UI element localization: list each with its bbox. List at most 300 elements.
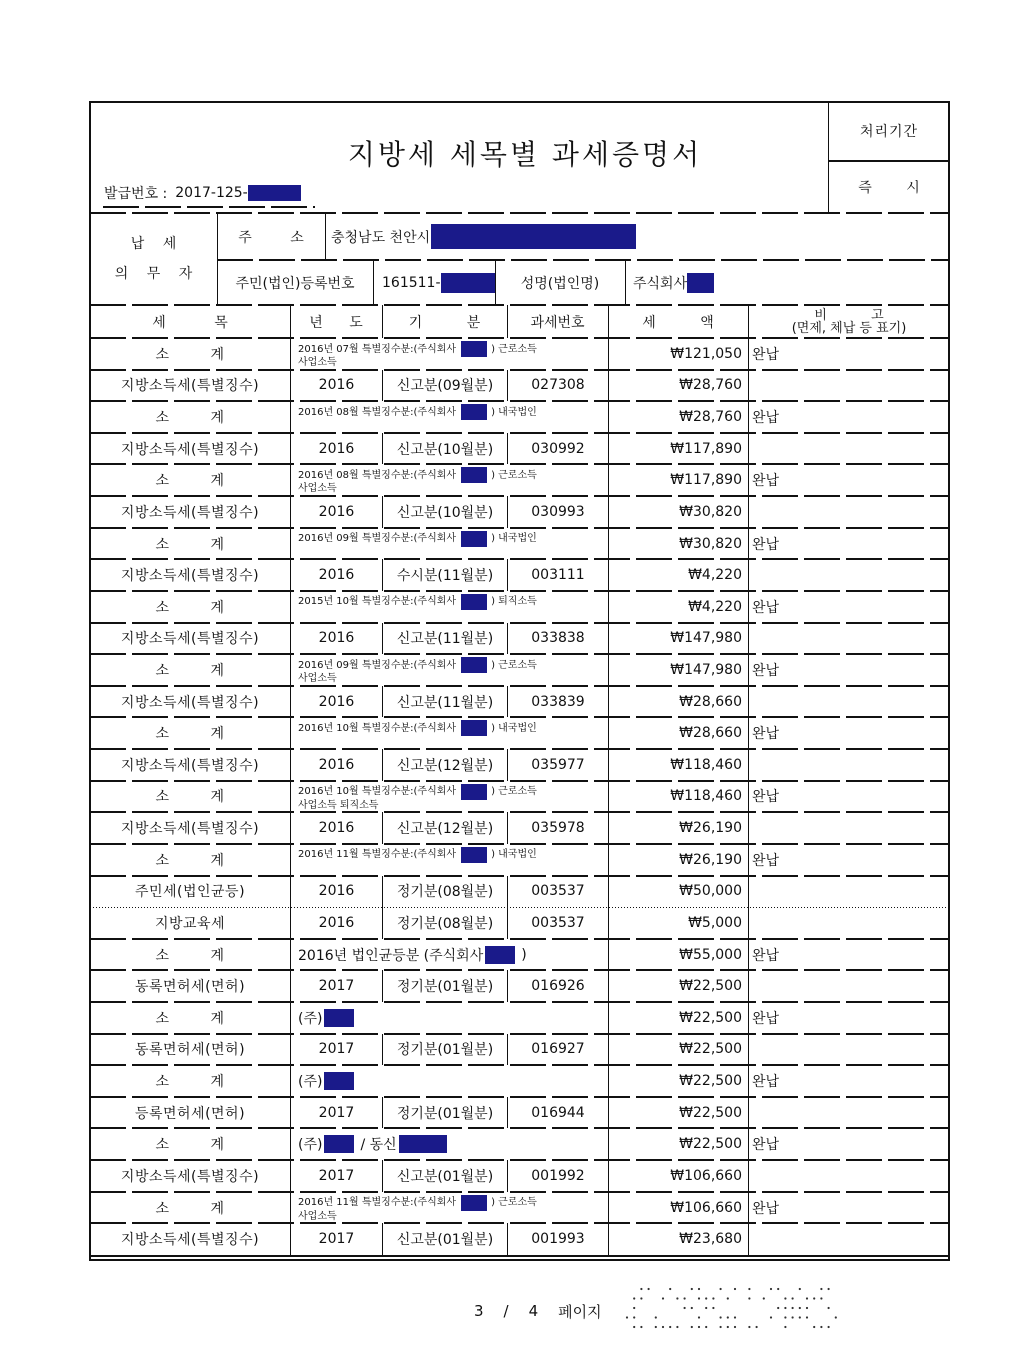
tax-number-cell: 016926 xyxy=(507,970,608,1002)
tax-item-cell: 지방소득세(특별징수) xyxy=(120,821,260,838)
subtotal-description xyxy=(290,464,608,496)
security-dot xyxy=(684,1297,686,1299)
tax-item-cell: 지방소득세(특별징수) xyxy=(120,568,260,585)
subtotal-description xyxy=(290,591,608,623)
description-text: (주) xyxy=(298,1137,323,1154)
subtotal-description xyxy=(290,781,608,813)
page-current: 3 xyxy=(474,1302,484,1320)
subtotal-row xyxy=(90,401,950,433)
column-header-remark xyxy=(748,305,950,338)
year-cell: 2016 xyxy=(290,749,382,781)
subtotal-label: 소 계 xyxy=(155,536,225,553)
security-dot xyxy=(655,1316,657,1318)
remark-cell xyxy=(748,496,950,528)
security-dot xyxy=(806,1316,808,1318)
tax-table-body xyxy=(90,338,950,1255)
description-text: (주) xyxy=(298,1010,323,1027)
description-line xyxy=(298,341,537,357)
tax-item-cell: 주민세(법인균등) xyxy=(134,884,246,901)
tax-row xyxy=(90,433,950,465)
security-dot xyxy=(828,1307,830,1309)
subtotal-row xyxy=(90,528,950,560)
tax-item-cell: 지방소득세(특별징수) xyxy=(120,694,260,711)
remark-cell: 완납 xyxy=(748,338,950,370)
security-dot xyxy=(792,1297,794,1299)
period-cell: 정기분(01월분) xyxy=(382,1034,507,1066)
period-cell: 신고분(10월분) xyxy=(382,496,507,528)
tax-number-cell: 030992 xyxy=(507,433,608,465)
tax-row xyxy=(90,876,950,908)
description-text: 2016년 09월 특별징수분:(주식회사 xyxy=(298,659,457,671)
security-dot xyxy=(828,1326,830,1328)
remark-cell xyxy=(748,686,950,718)
redaction-box xyxy=(461,467,487,483)
address-value xyxy=(327,213,947,260)
year-cell: 2016 xyxy=(290,433,382,465)
tax-item-cell: 지방소득세(특별징수) xyxy=(120,378,260,395)
period-cell: 신고분(01월분) xyxy=(382,1223,507,1255)
tax-item-cell: 지방소득세(특별징수) xyxy=(120,1168,260,1185)
security-dot xyxy=(662,1326,664,1328)
year-cell: 2016 xyxy=(290,370,382,402)
processing-period-label: 처리기간 xyxy=(859,124,919,140)
security-dot xyxy=(684,1307,686,1309)
subtotal-label: 소 계 xyxy=(155,947,225,964)
tax-number-cell: 003537 xyxy=(507,907,608,939)
security-dot xyxy=(777,1288,779,1290)
tax-number-cell: 035978 xyxy=(507,812,608,844)
tax-row xyxy=(90,623,950,655)
subtotal-row xyxy=(90,654,950,686)
security-dot xyxy=(734,1288,736,1290)
description-text: (주) xyxy=(298,1074,323,1091)
description-line: 사업소득 퇴직소득 xyxy=(298,799,379,811)
security-dot xyxy=(835,1316,837,1318)
remark-cell: 완납 xyxy=(748,844,950,876)
tax-number-cell: 027308 xyxy=(507,370,608,402)
year-cell: 2016 xyxy=(290,876,382,908)
amount-cell: ₩106,660 xyxy=(608,1160,748,1192)
security-dot xyxy=(828,1288,830,1290)
divider xyxy=(625,260,626,305)
column-header-period: 기 분 xyxy=(408,314,481,331)
year-cell: 2017 xyxy=(290,1160,382,1192)
amount-cell: ₩106,660 xyxy=(608,1192,748,1224)
security-dot xyxy=(705,1326,707,1328)
description-text: ) 근로소득 xyxy=(491,343,537,355)
amount-cell: ₩22,500 xyxy=(608,970,748,1002)
amount-cell: ₩22,500 xyxy=(608,1002,748,1034)
security-dot xyxy=(698,1326,700,1328)
security-dot-pattern xyxy=(624,1285,840,1331)
remark-cell: 완납 xyxy=(748,528,950,560)
description-text: ) 근로소득 xyxy=(491,1197,537,1209)
remark-cell xyxy=(748,623,950,655)
security-dot xyxy=(633,1316,635,1318)
tax-row xyxy=(90,907,950,939)
security-dot xyxy=(799,1307,801,1309)
tax-number-cell: 033838 xyxy=(507,623,608,655)
amount-cell: ₩5,000 xyxy=(608,907,748,939)
subtotal-description xyxy=(290,1002,608,1034)
tax-number-cell: 033839 xyxy=(507,686,608,718)
description-line xyxy=(298,594,537,610)
subtotal-description xyxy=(290,1192,608,1224)
tax-row xyxy=(90,1097,950,1129)
amount-cell: ₩30,820 xyxy=(608,496,748,528)
amount-cell: ₩4,220 xyxy=(608,559,748,591)
security-dot xyxy=(640,1326,642,1328)
subtotal-row xyxy=(90,1192,950,1224)
security-dot xyxy=(784,1297,786,1299)
description-line: 사업소득 xyxy=(298,673,337,685)
security-dot xyxy=(756,1326,758,1328)
tax-item-cell: 지방교육세 xyxy=(154,915,226,932)
subtotal-description xyxy=(290,844,608,876)
page-label: 페이지 xyxy=(558,1302,602,1321)
issue-number-underline xyxy=(103,206,315,208)
subtotal-label: 소 계 xyxy=(155,599,225,616)
tax-number-cell: 016944 xyxy=(507,1097,608,1129)
remark-cell: 완납 xyxy=(748,781,950,813)
year-cell: 2016 xyxy=(290,496,382,528)
subtotal-description xyxy=(290,401,608,433)
period-cell: 신고분(11월분) xyxy=(382,623,507,655)
security-dot xyxy=(770,1288,772,1290)
description-text: ) 퇴직소득 xyxy=(491,596,537,608)
remark-cell: 완납 xyxy=(748,939,950,971)
remark-cell: 완납 xyxy=(748,1129,950,1161)
subtotal-row xyxy=(90,591,950,623)
issue-number xyxy=(104,183,301,203)
description-text: 2016년 11월 특별징수분:(주식회사 xyxy=(298,1197,457,1209)
year-cell: 2017 xyxy=(290,970,382,1002)
security-dot xyxy=(691,1288,693,1290)
security-dot xyxy=(698,1297,700,1299)
subtotal-row xyxy=(90,1065,950,1097)
subtotal-description xyxy=(290,939,608,971)
security-dot xyxy=(727,1316,729,1318)
remark-cell xyxy=(748,370,950,402)
subtotal-label: 소 계 xyxy=(155,662,225,679)
description-line xyxy=(298,467,537,483)
remark-cell: 완납 xyxy=(748,1065,950,1097)
redaction-box xyxy=(431,224,636,249)
page-title: 지방세 세목별 과세증명서 xyxy=(347,138,703,171)
subtotal-description xyxy=(290,717,608,749)
security-dot xyxy=(806,1307,808,1309)
redaction-box xyxy=(461,594,487,610)
frame-bottom-double-line xyxy=(90,1255,950,1257)
description-text: ) 근로소득 xyxy=(491,469,537,481)
subtotal-label: 소 계 xyxy=(155,1200,225,1217)
taxpayer-section-label xyxy=(90,213,217,305)
period-cell: 신고분(01월분) xyxy=(382,1160,507,1192)
subtotal-row xyxy=(90,717,950,749)
divider xyxy=(373,260,374,305)
security-dot xyxy=(676,1326,678,1328)
redaction-box xyxy=(461,720,487,736)
security-dot xyxy=(720,1316,722,1318)
amount-cell: ₩22,500 xyxy=(608,1097,748,1129)
year-cell: 2017 xyxy=(290,1034,382,1066)
redaction-box xyxy=(461,531,487,547)
description-line xyxy=(298,657,537,673)
year-cell: 2017 xyxy=(290,1097,382,1129)
period-cell: 정기분(01월분) xyxy=(382,1097,507,1129)
remark-cell xyxy=(748,559,950,591)
security-dot xyxy=(799,1316,801,1318)
description-text: 2016년 08월 특별징수분:(주식회사 xyxy=(298,469,457,481)
subtotal-label: 소 계 xyxy=(155,410,225,427)
amount-cell: ₩118,460 xyxy=(608,781,748,813)
subtotal-description xyxy=(290,528,608,560)
subtotal-row xyxy=(90,844,950,876)
security-dot xyxy=(698,1316,700,1318)
registration-number-text: 161511- xyxy=(382,274,441,291)
security-dot xyxy=(727,1297,729,1299)
amount-cell: ₩55,000 xyxy=(608,939,748,971)
security-dot xyxy=(748,1288,750,1290)
tax-number-cell: 016927 xyxy=(507,1034,608,1066)
security-dot xyxy=(640,1288,642,1290)
amount-cell: ₩147,980 xyxy=(608,654,748,686)
period-cell: 수시분(11월분) xyxy=(382,559,507,591)
tax-row xyxy=(90,496,950,528)
description-line xyxy=(298,847,537,863)
subtotal-row xyxy=(90,338,950,370)
tax-row xyxy=(90,749,950,781)
company-name-value xyxy=(627,260,947,305)
subtotal-row xyxy=(90,781,950,813)
security-dot xyxy=(799,1288,801,1290)
description-text: 2016년 법인균등분 (주식회사 xyxy=(298,947,484,964)
year-cell: 2016 xyxy=(290,623,382,655)
taxpayer-label-line1: 납 세 xyxy=(130,236,177,252)
address-text: 충청남도 천안시 xyxy=(331,229,431,246)
subtotal-label: 소 계 xyxy=(155,1074,225,1091)
description-text: ) 근로소득 xyxy=(491,659,537,671)
amount-cell: ₩22,500 xyxy=(608,1034,748,1066)
subtotal-label: 소 계 xyxy=(155,852,225,869)
redaction-box xyxy=(461,1195,487,1211)
description-text: ) 내국법인 xyxy=(491,722,537,734)
tax-item-cell: 지방소득세(특별징수) xyxy=(120,441,260,458)
period-cell: 신고분(12월분) xyxy=(382,812,507,844)
amount-cell: ₩117,890 xyxy=(608,464,748,496)
amount-cell: ₩23,680 xyxy=(608,1223,748,1255)
security-dot xyxy=(734,1316,736,1318)
subtotal-label: 소 계 xyxy=(155,1010,225,1027)
amount-cell: ₩147,980 xyxy=(608,623,748,655)
security-dot xyxy=(763,1297,765,1299)
tax-item-cell: 동록면허세(면허) xyxy=(134,979,246,996)
security-dot xyxy=(813,1297,815,1299)
amount-cell: ₩22,500 xyxy=(608,1065,748,1097)
security-dot xyxy=(662,1297,664,1299)
description-line xyxy=(298,531,537,547)
amount-cell: ₩50,000 xyxy=(608,876,748,908)
subtotal-row xyxy=(90,1002,950,1034)
subtotal-row xyxy=(90,1129,950,1161)
remark-cell xyxy=(748,433,950,465)
security-dot xyxy=(655,1326,657,1328)
redaction-box xyxy=(324,1135,354,1153)
redaction-box xyxy=(461,341,487,357)
remark-cell: 완납 xyxy=(748,654,950,686)
security-dot xyxy=(712,1297,714,1299)
registration-number-label: 주민(법인)등록번호 xyxy=(235,275,355,292)
redaction-box xyxy=(441,273,496,293)
security-dot xyxy=(633,1326,635,1328)
description-text: / 동신 xyxy=(360,1137,397,1154)
redaction-box xyxy=(461,657,487,673)
tax-item-cell: 등록면허세(면허) xyxy=(134,1105,246,1122)
amount-cell: ₩121,050 xyxy=(608,338,748,370)
page-separator: / xyxy=(503,1302,509,1320)
description-text: ) xyxy=(521,946,527,963)
remark-header-line2: (면제, 체납 등 표기) xyxy=(791,320,907,336)
security-dot xyxy=(705,1307,707,1309)
security-dot xyxy=(705,1297,707,1299)
amount-cell: ₩117,890 xyxy=(608,433,748,465)
tax-row xyxy=(90,1223,950,1255)
processing-period-value: 즉 시 xyxy=(858,180,920,196)
tax-number-cell: 003537 xyxy=(507,876,608,908)
description-text: 2016년 07월 특별징수분:(주식회사 xyxy=(298,343,457,355)
amount-cell: ₩28,760 xyxy=(608,401,748,433)
redaction-box xyxy=(324,1072,354,1090)
security-dot xyxy=(784,1326,786,1328)
remark-cell: 완납 xyxy=(748,1002,950,1034)
remark-cell xyxy=(748,1097,950,1129)
security-dot xyxy=(734,1326,736,1328)
description-line xyxy=(298,1195,537,1211)
security-dot xyxy=(669,1288,671,1290)
redaction-box xyxy=(399,1135,447,1153)
subtotal-label: 소 계 xyxy=(155,346,225,363)
security-dot xyxy=(770,1316,772,1318)
remark-header-line1: 비 고 xyxy=(814,307,884,323)
amount-cell: ₩118,460 xyxy=(608,749,748,781)
security-dot xyxy=(784,1307,786,1309)
year-cell: 2016 xyxy=(290,559,382,591)
column-header-tax-number: 과세번호 xyxy=(530,314,585,331)
divider xyxy=(325,213,326,260)
security-dot xyxy=(648,1288,650,1290)
taxpayer-label-line2: 의 무 자 xyxy=(114,266,193,282)
year-cell: 2016 xyxy=(290,686,382,718)
description-text: 2016년 09월 특별징수분:(주식회사 xyxy=(298,533,457,545)
page-indicator xyxy=(474,1298,622,1324)
description-text: ) 내국법인 xyxy=(491,533,537,545)
amount-cell: ₩28,660 xyxy=(608,717,748,749)
column-header-amount: 세 액 xyxy=(642,314,714,331)
address-label: 주 소 xyxy=(238,229,304,246)
year-cell: 2016 xyxy=(290,907,382,939)
tax-row xyxy=(90,370,950,402)
description-text: ) 근로소득 xyxy=(491,786,537,798)
description-text: 2016년 11월 특별징수분:(주식회사 xyxy=(298,849,457,861)
tax-row xyxy=(90,686,950,718)
description-text: 2015년 10월 특별징수분:(주식회사 xyxy=(298,596,457,608)
redaction-box xyxy=(485,946,515,964)
security-dot xyxy=(712,1307,714,1309)
tax-number-cell: 035977 xyxy=(507,749,608,781)
redaction-box xyxy=(461,404,487,420)
remark-cell xyxy=(748,970,950,1002)
subtotal-label: 소 계 xyxy=(155,789,225,806)
description-line xyxy=(298,404,537,420)
security-dot xyxy=(784,1316,786,1318)
security-dot xyxy=(727,1326,729,1328)
security-dot xyxy=(720,1326,722,1328)
company-name-label: 성명(법인명) xyxy=(520,275,600,292)
tax-item-cell: 동록면허세(면허) xyxy=(134,1042,246,1059)
tax-number-cell: 001993 xyxy=(507,1223,608,1255)
tax-item-cell: 지방소득세(특별징수) xyxy=(120,631,260,648)
registration-number-value xyxy=(375,260,495,305)
description-line: 사업소득 xyxy=(298,357,337,368)
redaction-box xyxy=(687,273,714,293)
security-dot xyxy=(720,1288,722,1290)
page-total: 4 xyxy=(528,1302,539,1320)
security-dot xyxy=(792,1307,794,1309)
security-dot xyxy=(820,1297,822,1299)
security-dot xyxy=(691,1307,693,1309)
remark-cell: 완납 xyxy=(748,717,950,749)
tax-number-cell: 030993 xyxy=(507,496,608,528)
year-cell: 2017 xyxy=(290,1223,382,1255)
tax-number-cell: 003111 xyxy=(507,559,608,591)
security-dot xyxy=(676,1297,678,1299)
tax-row xyxy=(90,812,950,844)
subtotal-description xyxy=(290,1065,608,1097)
security-dot xyxy=(813,1326,815,1328)
remark-cell: 완납 xyxy=(748,464,950,496)
security-dot xyxy=(640,1297,642,1299)
remark-cell: 완납 xyxy=(748,1192,950,1224)
amount-cell: ₩22,500 xyxy=(608,1129,748,1161)
tax-row xyxy=(90,970,950,1002)
description-text: 2016년 10월 특별징수분:(주식회사 xyxy=(298,722,457,734)
period-cell: 정기분(08월분) xyxy=(382,876,507,908)
subtotal-description xyxy=(290,338,608,370)
remark-cell xyxy=(748,812,950,844)
subtotal-label: 소 계 xyxy=(155,726,225,743)
security-dot xyxy=(748,1326,750,1328)
amount-cell: ₩30,820 xyxy=(608,528,748,560)
description-line xyxy=(298,720,537,736)
issue-number-label: 발급번호 : xyxy=(104,186,168,202)
description-line xyxy=(298,784,537,800)
tax-item-cell: 지방소득세(특별징수) xyxy=(120,1232,260,1249)
tax-item-cell: 지방소득세(특별징수) xyxy=(120,504,260,521)
description-text: ) 내국법인 xyxy=(491,849,537,861)
tax-item-cell: 지방소득세(특별징수) xyxy=(120,757,260,774)
remark-cell xyxy=(748,1223,950,1255)
security-dot xyxy=(748,1297,750,1299)
description-text: 2016년 10월 특별징수분:(주식회사 xyxy=(298,786,457,798)
security-dot xyxy=(777,1307,779,1309)
amount-cell: ₩26,190 xyxy=(608,844,748,876)
remark-cell xyxy=(748,749,950,781)
security-dot xyxy=(792,1316,794,1318)
security-dot xyxy=(691,1326,693,1328)
redaction-box xyxy=(324,1009,354,1027)
amount-cell: ₩26,190 xyxy=(608,812,748,844)
tax-row xyxy=(90,559,950,591)
